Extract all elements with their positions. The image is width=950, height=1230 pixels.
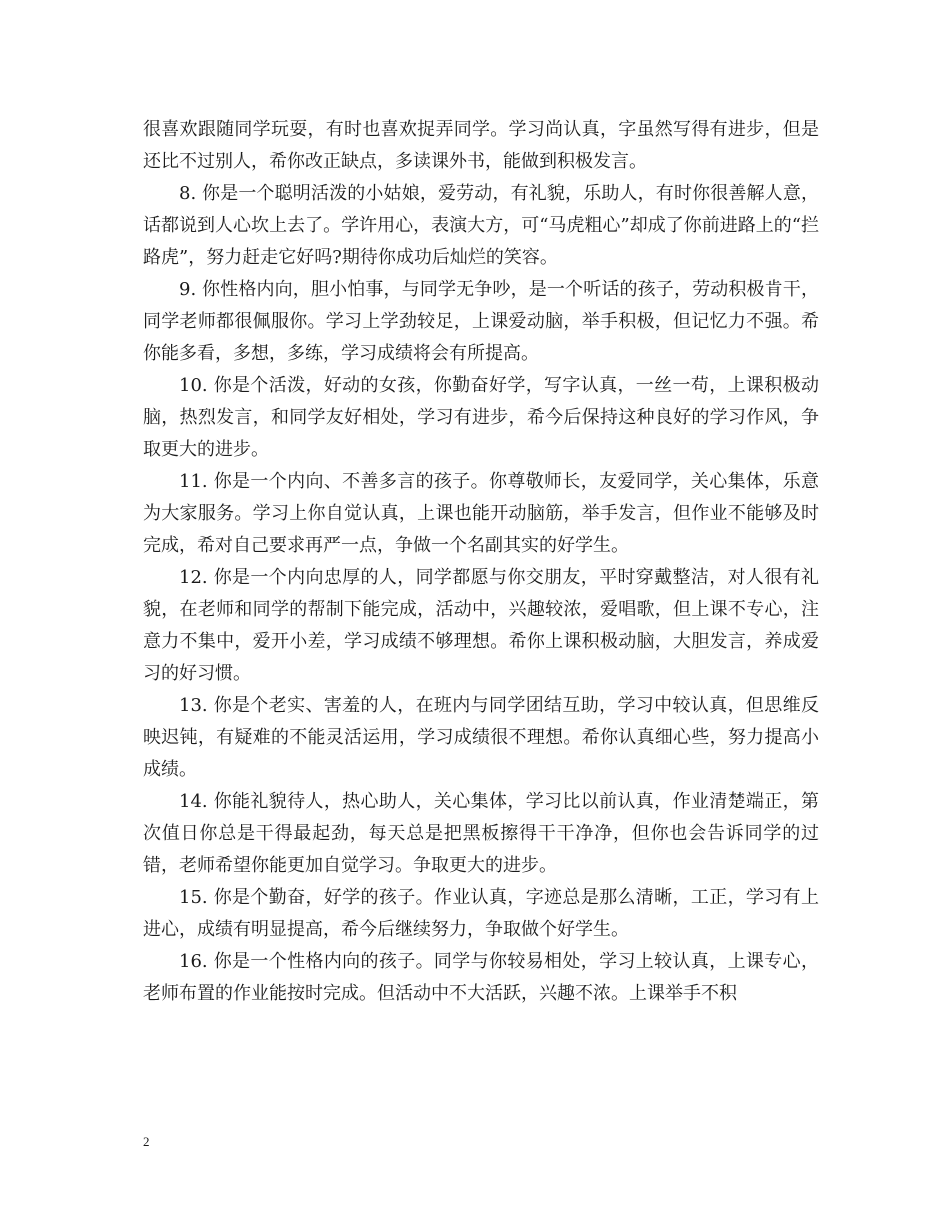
document-body xyxy=(143,114,819,1010)
paragraph-item-9: 9. 你性格内向，胆小怕事，与同学无争吵，是一个听话的孩子，劳动积极肯干，同学老师都很佩服你。学习上学劲较足，上课爱动脑，举手积极，但记忆力不强。希你能多看，多想，多练，学习成绩将会有所提高。 xyxy=(143,279,819,364)
paragraph-item-10: 10. 你是个活泼，好动的女孩，你勤奋好学，写字认真，一丝一苟，上课积极动脑，热烈发言，和同学友好相处，学习有进步，希今后保持这种良好的学习作风，争取更大的进步。 xyxy=(143,375,819,460)
page-number: 2 xyxy=(143,1134,150,1149)
paragraph-item-13: 13. 你是个老实、害羞的人，在班内与同学团结互助，学习中较认真，但思维反映迟钝，有疑难的不能灵活运用，学习成绩很不理想。希你认真细心些，努力提高小成绩。 xyxy=(143,695,819,780)
paragraph-item-16: 16. 你是一个性格内向的孩子。同学与你较易相处，学习上较认真，上课专心，老师布置的作业能按时完成。但活动中不大活跃，兴趣不浓。上课举手不积 xyxy=(143,951,819,1004)
paragraph-item-8: 8. 你是一个聪明活泼的小姑娘，爱劳动，有礼貌，乐助人，有时你很善解人意，话都说到人心坎上去了。学许用心，表演大方，可“马虎粗心”却成了你前进路上的“拦路虎”，努力赶走它好吗?期待你成功后灿烂的笑容。 xyxy=(143,183,819,268)
paragraph-continuation: 很喜欢跟随同学玩耍，有时也喜欢捉弄同学。学习尚认真，字虽然写得有进步，但是还比不过别人，希你改正缺点，多读课外书，能做到积极发言。 xyxy=(143,119,819,172)
paragraph-item-12: 12. 你是一个内向忠厚的人，同学都愿与你交朋友，平时穿戴整洁，对人很有礼貌，在老师和同学的帮制下能完成，活动中，兴趣较浓，爱唱歌，但上课不专心，注意力不集中，爱开小差，学习成绩不够理想。希你上课积极动脑，大胆发言，养成爱习的好习惯。 xyxy=(143,567,819,684)
paragraph-item-15: 15. 你是个勤奋，好学的孩子。作业认真，字迹总是那么清晰，工正，学习有上进心，成绩有明显提高，希今后继续努力，争取做个好学生。 xyxy=(143,887,819,940)
paragraph-item-11: 11. 你是一个内向、不善多言的孩子。你尊敬师长，友爱同学，关心集体，乐意为大家服务。学习上你自觉认真，上课也能开动脑筋，举手发言，但作业不能够及时完成，希对自己要求再严一点，争做一个名副其实的好学生。 xyxy=(143,471,819,556)
paragraph-item-14: 14. 你能礼貌待人，热心助人，关心集体，学习比以前认真，作业清楚端正，第次值日你总是干得最起劲，每天总是把黑板擦得干干净净，但你也会告诉同学的过错，老师希望你能更加自觉学习。争取更大的进步。 xyxy=(143,791,819,876)
